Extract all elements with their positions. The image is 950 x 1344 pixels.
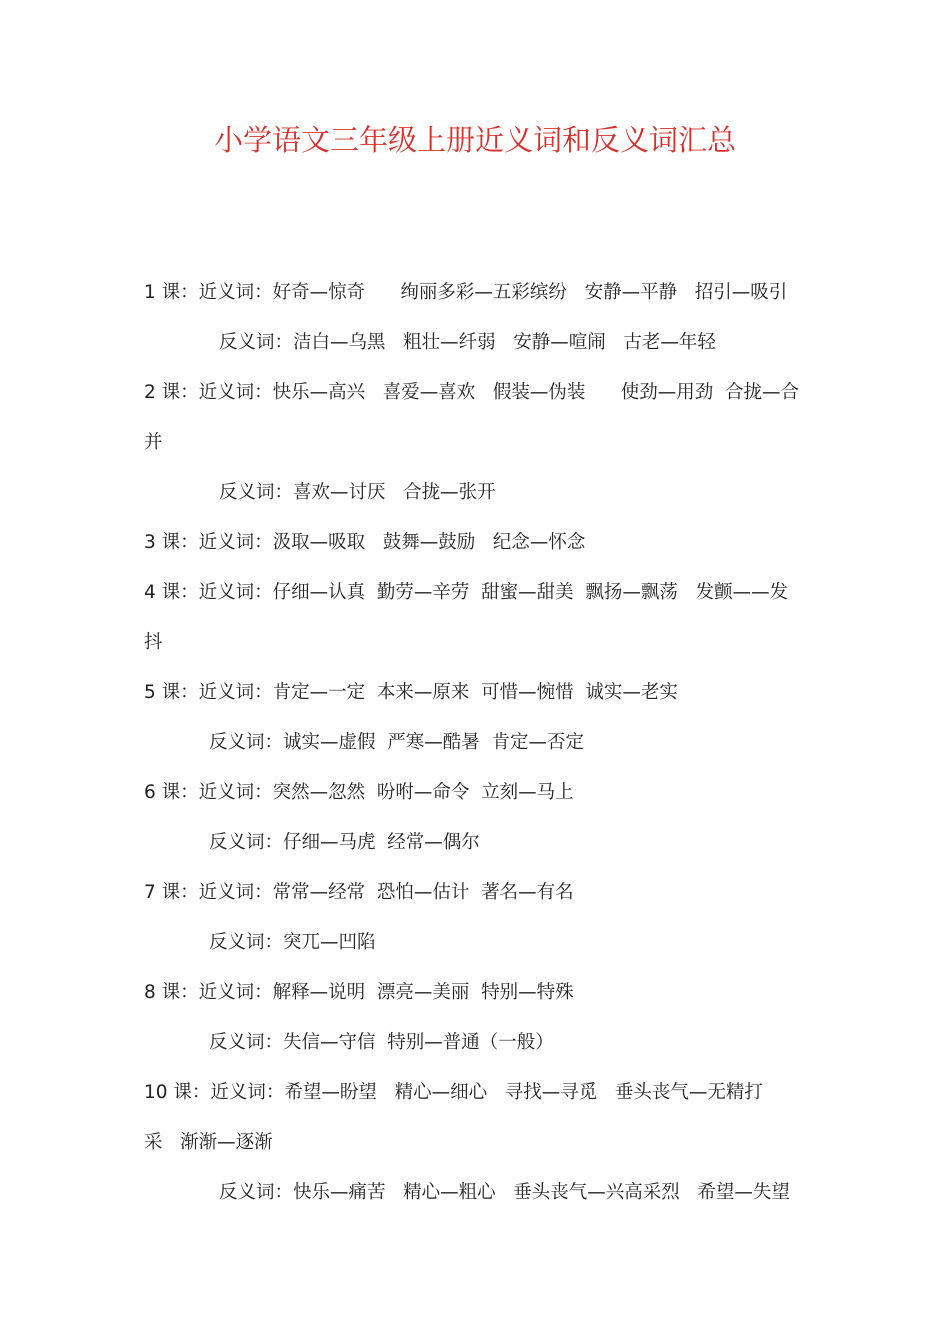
lesson-10-synonyms-cont: 采 渐渐—逐渐: [144, 1132, 273, 1153]
lesson-2-synonyms: 2 课：近义词：快乐—高兴 喜爱—喜欢 假装—伪装 使劲—用劲 合拢—合: [144, 382, 799, 403]
lesson-8-synonyms: 8 课：近义词：解释—说明 漂亮—美丽 特别—特殊: [144, 982, 574, 1003]
lesson-2-antonyms: 反义词：喜欢—讨厌 合拢—张开: [219, 482, 496, 503]
word-list: [144, 268, 814, 1218]
lesson-10-synonyms: 10 课：近义词：希望—盼望 精心—细心 寻找—寻觅 垂头丧气—无精打: [144, 1082, 763, 1103]
lesson-1-synonyms: 1 课：近义词：好奇—惊奇 绚丽多彩—五彩缤纷 安静—平静 招引—吸引: [144, 282, 788, 303]
page-title: 小学语文三年级上册近义词和反义词汇总: [213, 123, 736, 157]
lesson-7-synonyms: 7 课：近义词：常常—经常 恐怕—估计 著名—有名: [144, 882, 574, 903]
lesson-4-synonyms: 4 课：近义词：仔细—认真 勤劳—辛劳 甜蜜—甜美 飘扬—飘荡 发颤——发: [144, 582, 789, 603]
lesson-2-synonyms-cont: 并: [144, 432, 163, 453]
lesson-10-antonyms: 反义词：快乐—痛苦 精心—粗心 垂头丧气—兴高采烈 希望—失望: [219, 1182, 790, 1203]
lesson-7-antonyms: 反义词：突兀—凹陷: [209, 932, 376, 953]
lesson-8-antonyms: 反义词：失信—守信 特别—普通（一般）: [209, 1032, 554, 1053]
lesson-5-synonyms: 5 课：近义词：肯定—一定 本来—原来 可惜—惋惜 诚实—老实: [144, 682, 678, 703]
lesson-3-synonyms: 3 课：近义词：汲取—吸取 鼓舞—鼓励 纪念—怀念: [144, 532, 586, 553]
lesson-1-antonyms: 反义词：洁白—乌黑 粗壮—纤弱 安静—喧闹 古老—年轻: [219, 332, 716, 353]
lesson-6-synonyms: 6 课：近义词：突然—忽然 吩咐—命令 立刻—马上: [144, 782, 574, 803]
lesson-4-synonyms-cont: 抖: [144, 632, 163, 653]
lesson-5-antonyms: 反义词：诚实—虚假 严寒—酷暑 肯定—否定: [209, 732, 585, 753]
lesson-6-antonyms: 反义词：仔细—马虎 经常—偶尔: [209, 832, 480, 853]
